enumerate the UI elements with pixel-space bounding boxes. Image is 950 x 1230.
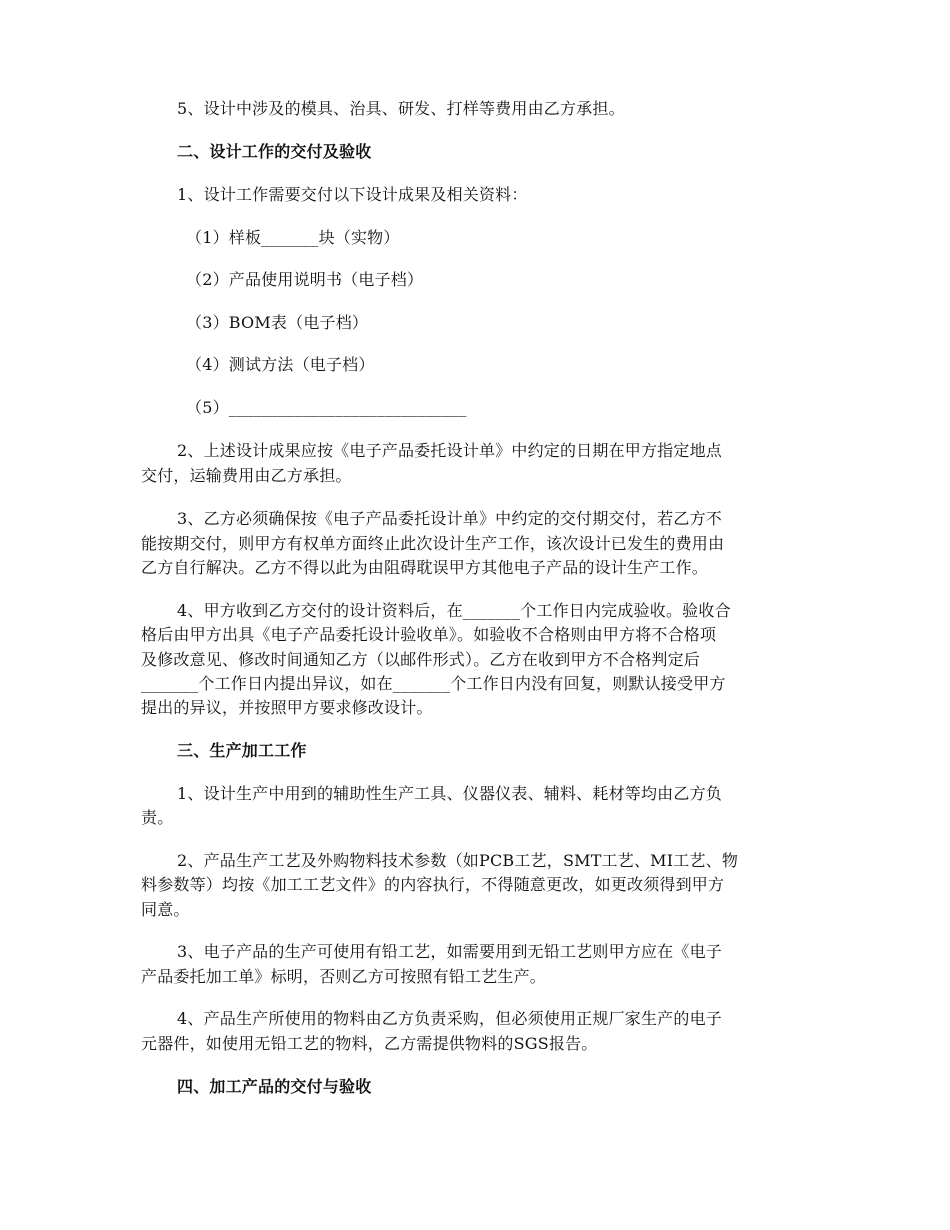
- section-heading: 二、设计工作的交付及验收: [177, 142, 372, 161]
- paragraph-line: （1）样板_______块（实物）: [186, 228, 400, 247]
- paragraph-line: 3、乙方必须确保按《电子产品委托设计单》中约定的交付期交付，若乙方不: [177, 509, 722, 528]
- paragraph-line: 3、电子产品的生产可使用有铅工艺，如需要用到无铅工艺则甲方应在《电子: [177, 942, 722, 961]
- paragraph-line: （2）产品使用说明书（电子档）: [186, 270, 424, 289]
- paragraph-line: 交付，运输费用由乙方承担。: [141, 466, 352, 485]
- paragraph-line: 4、产品生产所使用的物料由乙方负责采购，但必须使用正规厂家生产的电子: [177, 1009, 722, 1028]
- paragraph-line: 提出的异议，并按照甲方要求修改设计。: [141, 698, 433, 717]
- paragraph-line: 格后由甲方出具《电子产品委托设计验收单》。如验收不合格则由甲方将不合格项: [141, 625, 717, 644]
- paragraph-line: （4）测试方法（电子档）: [186, 355, 375, 374]
- paragraph-line: 元器件，如使用无铅工艺的物料，乙方需提供物料的SGS报告。: [141, 1034, 598, 1053]
- paragraph-line: 及修改意见、修改时间通知乙方（以邮件形式）。乙方在收到甲方不合格判定后: [141, 650, 701, 669]
- paragraph-line: （3）BOM表（电子档）: [186, 313, 369, 332]
- paragraph-line: 料参数等）均按《加工工艺文件》的内容执行，不得随意更改，如更改须得到甲方: [141, 875, 725, 894]
- paragraph-line: _______个工作日内提出异议，如在_______个工作日内没有回复，则默认接受甲方: [141, 674, 726, 693]
- paragraph-line: 1、设计生产中用到的辅助性生产工具、仪器仪表、辅料、耗材等均由乙方负: [177, 784, 722, 803]
- paragraph-line: 2、上述设计成果应按《电子产品委托设计单》中约定的日期在甲方指定地点: [177, 441, 722, 460]
- paragraph-line: 产品委托加工单》标明，否则乙方可按照有铅工艺生产。: [141, 967, 547, 986]
- paragraph-line: 能按期交付，则甲方有权单方面终止此次设计生产工作，该次设计已发生的费用由: [141, 534, 725, 553]
- paragraph-line: 1、设计工作需要交付以下设计成果及相关资料：: [177, 185, 528, 204]
- paragraph-line: 责。: [141, 808, 174, 827]
- paragraph-line: 4、甲方收到乙方交付的设计资料后，在_______个工作日内完成验收。验收合: [177, 601, 731, 620]
- paragraph-line: 同意。: [141, 900, 190, 919]
- paragraph-line: 2、产品生产工艺及外购物料技术参数（如PCB工艺，SMT工艺、MI工艺、物: [177, 851, 739, 870]
- paragraph-line: 5、设计中涉及的模具、治具、研发、打样等费用由乙方承担。: [177, 99, 625, 118]
- section-heading: 三、生产加工工作: [177, 741, 307, 760]
- paragraph-line: （5）_____________________________: [186, 398, 467, 417]
- section-heading: 四、加工产品的交付与验收: [177, 1077, 372, 1096]
- paragraph-line: 乙方自行解决。乙方不得以此为由阻碍耽误甲方其他电子产品的设计生产工作。: [141, 558, 709, 577]
